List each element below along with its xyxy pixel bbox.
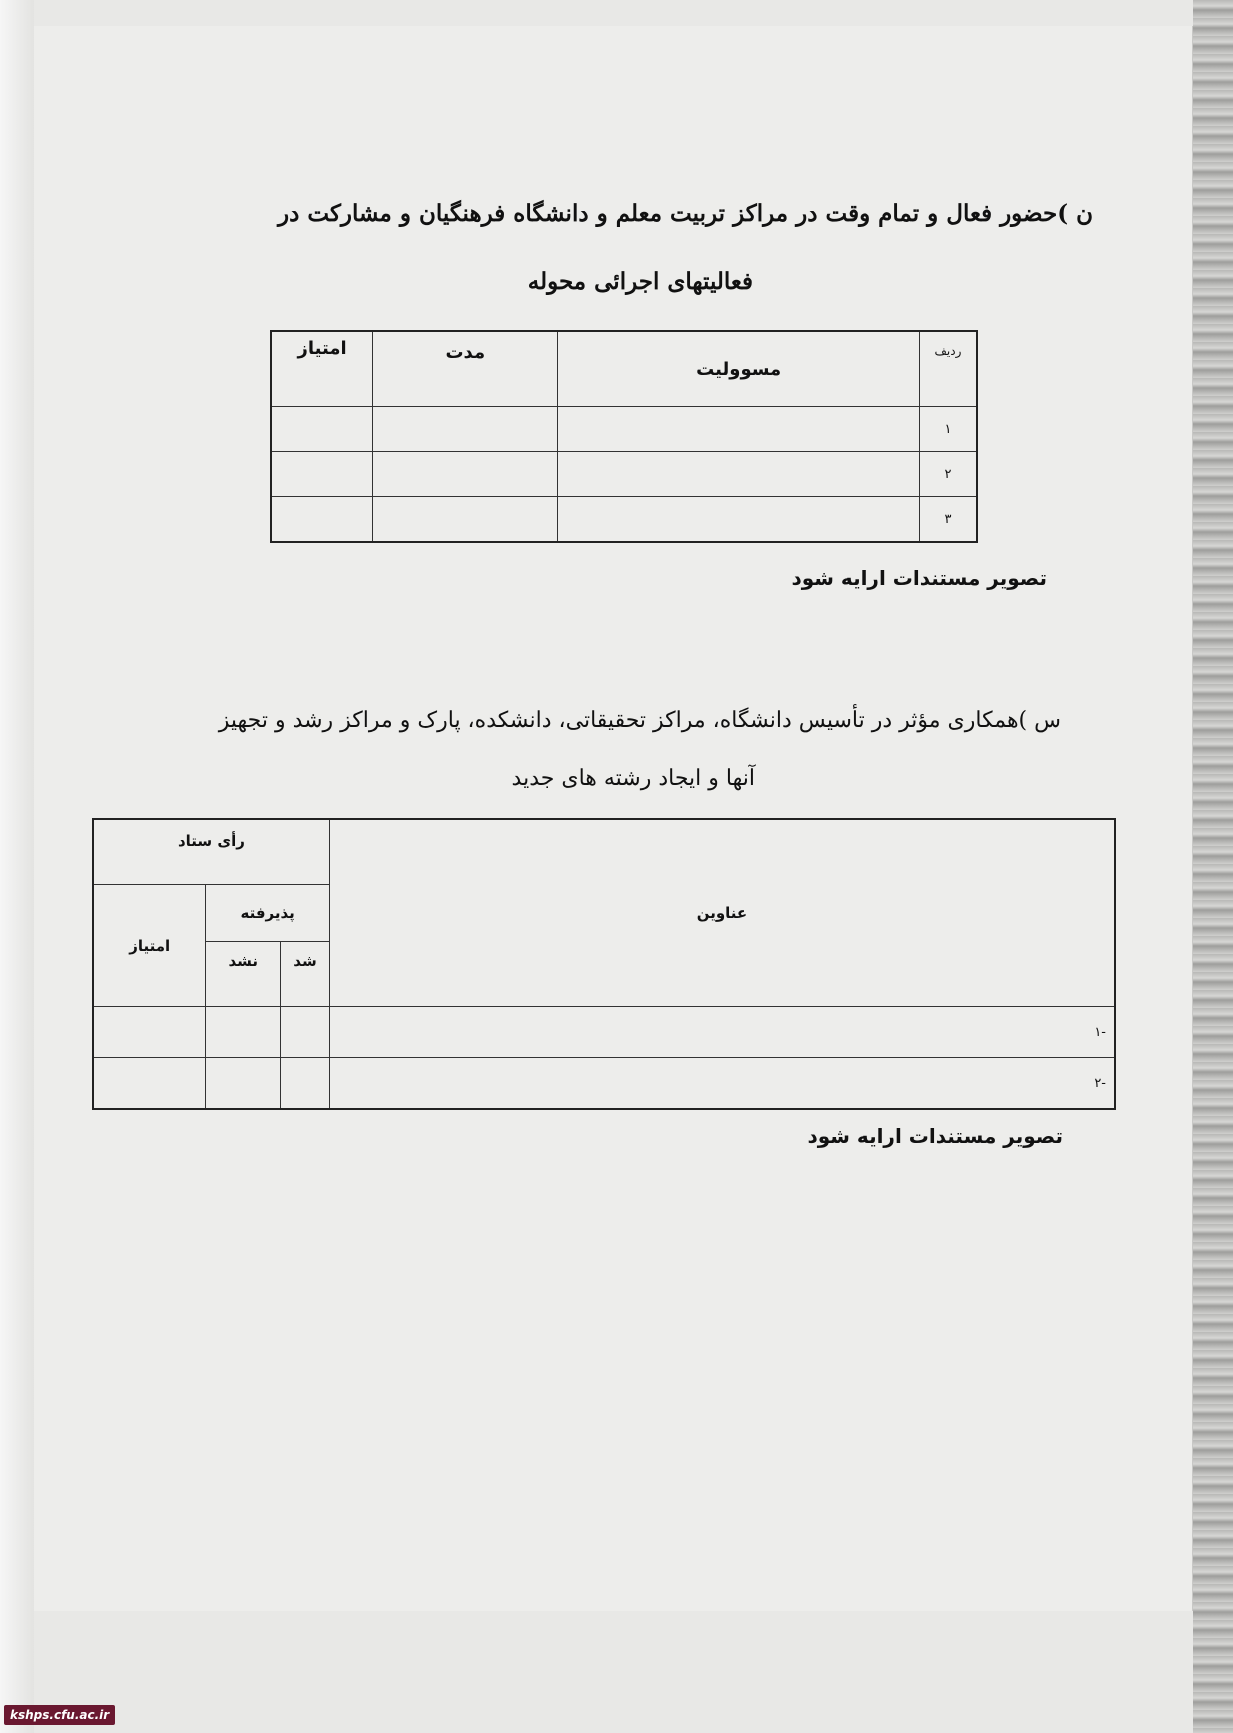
table-row bbox=[271, 497, 977, 543]
table-row bbox=[271, 407, 977, 452]
section-n-note: تصویر مستندات ارایه شود bbox=[791, 566, 1047, 590]
cell-emtiaz bbox=[271, 497, 373, 543]
row-number: -۲ bbox=[329, 1058, 1115, 1110]
cell-shod bbox=[281, 1058, 330, 1110]
cell-masooliat bbox=[558, 452, 920, 497]
table-header-row bbox=[271, 331, 977, 407]
cell-emtiaz bbox=[93, 1058, 206, 1110]
section-n-table bbox=[270, 330, 978, 543]
section-s-table bbox=[92, 818, 1116, 1110]
cell-moddat bbox=[373, 452, 558, 497]
cell-nashod bbox=[206, 1058, 281, 1110]
cell-emtiaz bbox=[271, 407, 373, 452]
row-number: ۲ bbox=[919, 452, 977, 497]
header-masooliat: مسوولیت bbox=[558, 331, 920, 407]
row-number: ۳ bbox=[919, 497, 977, 543]
row-number: ۱ bbox=[919, 407, 977, 452]
section-s-note: تصویر مستندات ارایه شود bbox=[807, 1124, 1063, 1148]
section-s-heading-line1: س )همکاری مؤثر در تأسیس دانشگاه، مراکز تحقیقاتی، دانشکده، پارک و مراکز رشد و تجهیز bbox=[218, 708, 1061, 733]
header-radif: ردیف bbox=[919, 331, 977, 407]
table-row bbox=[93, 1058, 1115, 1110]
cell-moddat bbox=[373, 497, 558, 543]
cell-shod bbox=[281, 1007, 330, 1058]
header-emtiaz: امتیاز bbox=[271, 331, 373, 407]
header-paziroftah: پذیرفته bbox=[206, 885, 329, 942]
section-n-heading-line2: فعالیتهای اجرائی محوله bbox=[527, 268, 753, 295]
cell-masooliat bbox=[558, 497, 920, 543]
scan-edge-right bbox=[1193, 0, 1233, 1733]
cell-masooliat bbox=[558, 407, 920, 452]
cell-emtiaz bbox=[271, 452, 373, 497]
table-row bbox=[93, 1007, 1115, 1058]
cell-emtiaz bbox=[93, 1007, 206, 1058]
section-s-heading-line2: آنها و ایجاد رشته های جدید bbox=[511, 766, 755, 791]
header-moddat: مدت bbox=[373, 331, 558, 407]
table-row bbox=[271, 452, 977, 497]
table-header-row bbox=[93, 819, 1115, 885]
header-emtiaz: امتیاز bbox=[93, 885, 206, 1007]
site-badge[interactable]: kshps.cfu.ac.ir bbox=[4, 1705, 115, 1725]
row-number: -۱ bbox=[329, 1007, 1115, 1058]
cell-moddat bbox=[373, 407, 558, 452]
header-nashod: نشد bbox=[206, 942, 281, 1007]
scan-edge-left bbox=[0, 0, 34, 1733]
header-shod: شد bbox=[281, 942, 330, 1007]
header-onavin: عناوین bbox=[329, 819, 1115, 1007]
section-n-heading-line1: ن )حضور فعال و تمام وقت در مراکز تربیت معلم و دانشگاه فرهنگیان و مشارکت در bbox=[278, 200, 1093, 227]
cell-nashod bbox=[206, 1007, 281, 1058]
header-ray-setad: رأی ستاد bbox=[93, 819, 329, 885]
